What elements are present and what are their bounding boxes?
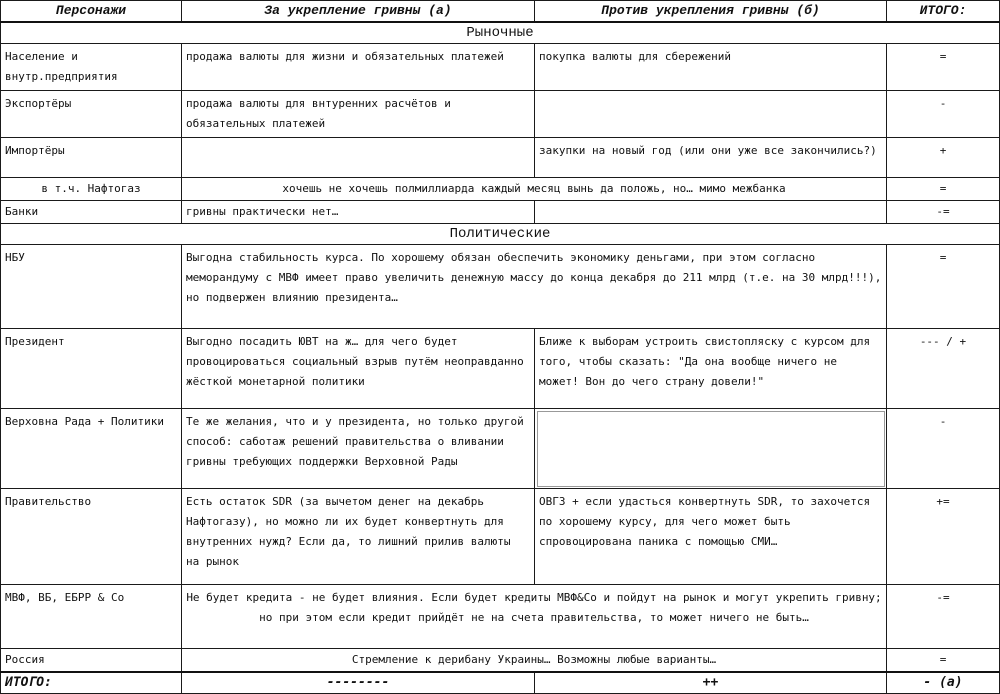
cell-merged[interactable]: Выгодна стабильность курса. По хорошему обязан обеспечить экономику деньгами, при этом согласно меморандуму с МВФ имеет право увеличить денежную массу до конца декабря до 211 млрд (т.е. на 30 млрд!!!), но подвержен влиянию президента… bbox=[182, 245, 887, 329]
table-row bbox=[1, 649, 1000, 673]
totals-row bbox=[1, 672, 1000, 694]
table-row bbox=[1, 585, 1000, 649]
header-characters[interactable]: Персонажи bbox=[1, 1, 182, 23]
cell-total[interactable]: -= bbox=[887, 585, 1000, 649]
cell-against[interactable]: ОВГЗ + если удасться конвертнуть SDR, то захочется по хорошему курсу, для чего может быть спровоцирована паника с помощью СМИ… bbox=[535, 489, 887, 585]
cell-merged[interactable]: Не будет кредита - не будет влияния. Если будет кредиты МВФ&Co и пойдут на рынок и могут укрепить гривну; но при этом если кредит прийдёт не на счета правительства, то может ничего не быть… bbox=[182, 585, 887, 649]
section-row-political bbox=[1, 224, 1000, 245]
cell-against[interactable] bbox=[535, 91, 887, 138]
header-row bbox=[1, 1, 1000, 23]
table-row bbox=[1, 489, 1000, 585]
cell-total[interactable]: - bbox=[887, 409, 1000, 489]
cell-actor[interactable]: Банки bbox=[1, 201, 182, 224]
cell-actor[interactable]: Президент bbox=[1, 329, 182, 409]
cell-for[interactable]: Те же желания, что и у президента, но только другой способ: саботаж решений правительства о вливании гривны требующих поддержки Верховной Рады bbox=[182, 409, 535, 489]
header-total[interactable]: ИТОГО: bbox=[887, 1, 1000, 23]
cell-against[interactable] bbox=[535, 201, 887, 224]
cell-merged[interactable]: хочешь не хочешь полмиллиарда каждый месяц вынь да положь, но… мимо межбанка bbox=[182, 178, 887, 201]
cell-for[interactable]: Выгодно посадить ЮВТ на ж… для чего будет провоцироваться социальный взрыв путём неоправданно жёсткой монетарной политики bbox=[182, 329, 535, 409]
cell-merged[interactable]: Стремление к дерибану Украины… Возможны любые варианты… bbox=[182, 649, 887, 673]
totals-total[interactable]: - (а) bbox=[887, 672, 1000, 694]
cell-total[interactable]: --- / + bbox=[887, 329, 1000, 409]
cell-total[interactable]: = bbox=[887, 649, 1000, 673]
header-for[interactable]: За укрепление гривны (а) bbox=[182, 1, 535, 23]
totals-for[interactable]: -------- bbox=[182, 672, 535, 694]
cell-total[interactable]: = bbox=[887, 245, 1000, 329]
cell-total[interactable]: = bbox=[887, 178, 1000, 201]
cell-actor[interactable]: Население и внутр.предприятия bbox=[1, 44, 182, 91]
cell-actor[interactable]: Импортёры bbox=[1, 138, 182, 178]
totals-label[interactable]: ИТОГО: bbox=[1, 672, 182, 694]
cell-actor[interactable]: Россия bbox=[1, 649, 182, 673]
section-market[interactable]: Рыночные bbox=[1, 22, 1000, 44]
cell-actor[interactable]: НБУ bbox=[1, 245, 182, 329]
cell-against[interactable]: Ближе к выборам устроить свистопляску с курсом для того, чтобы сказать: "Да она вообще ничего не может! Вон до чего страну довели!" bbox=[535, 329, 887, 409]
table-row bbox=[1, 245, 1000, 329]
cell-total[interactable]: = bbox=[887, 44, 1000, 91]
cell-total[interactable]: -= bbox=[887, 201, 1000, 224]
cell-actor[interactable]: Правительство bbox=[1, 489, 182, 585]
section-row-market bbox=[1, 22, 1000, 44]
cell-actor[interactable]: Экспортёры bbox=[1, 91, 182, 138]
table-row bbox=[1, 44, 1000, 91]
cell-against-selected[interactable] bbox=[535, 409, 887, 489]
cell-for[interactable]: продажа валюты для внтуренних расчётов и обязательных платежей bbox=[182, 91, 535, 138]
cell-for[interactable]: продажа валюты для жизни и обязательных платежей bbox=[182, 44, 535, 91]
cell-for[interactable] bbox=[182, 138, 535, 178]
header-against[interactable]: Против укрепления гривны (б) bbox=[535, 1, 887, 23]
section-political[interactable]: Политические bbox=[1, 224, 1000, 245]
table-row bbox=[1, 409, 1000, 489]
table-row bbox=[1, 201, 1000, 224]
table-row bbox=[1, 178, 1000, 201]
cell-total[interactable]: - bbox=[887, 91, 1000, 138]
cell-actor[interactable]: МВФ, ВБ, ЕБРР & Co bbox=[1, 585, 182, 649]
cell-total[interactable]: + bbox=[887, 138, 1000, 178]
cell-against[interactable]: закупки на новый год (или они уже все закончились?) bbox=[535, 138, 887, 178]
cell-for[interactable]: гривны практически нет… bbox=[182, 201, 535, 224]
cell-total[interactable]: += bbox=[887, 489, 1000, 585]
table-row bbox=[1, 329, 1000, 409]
cell-against[interactable]: покупка валюты для сбережений bbox=[535, 44, 887, 91]
table-row bbox=[1, 91, 1000, 138]
cell-for[interactable]: Есть остаток SDR (за вычетом денег на декабрь Нафтогазу), но можно ли их будет конвертнуть для внутренних нужд? Если да, то лишний прилив валюты на рынок bbox=[182, 489, 535, 585]
cell-actor[interactable]: в т.ч. Нафтогаз bbox=[1, 178, 182, 201]
table-row bbox=[1, 138, 1000, 178]
totals-against[interactable]: ++ bbox=[535, 672, 887, 694]
cell-actor[interactable]: Верховна Рада + Политики bbox=[1, 409, 182, 489]
